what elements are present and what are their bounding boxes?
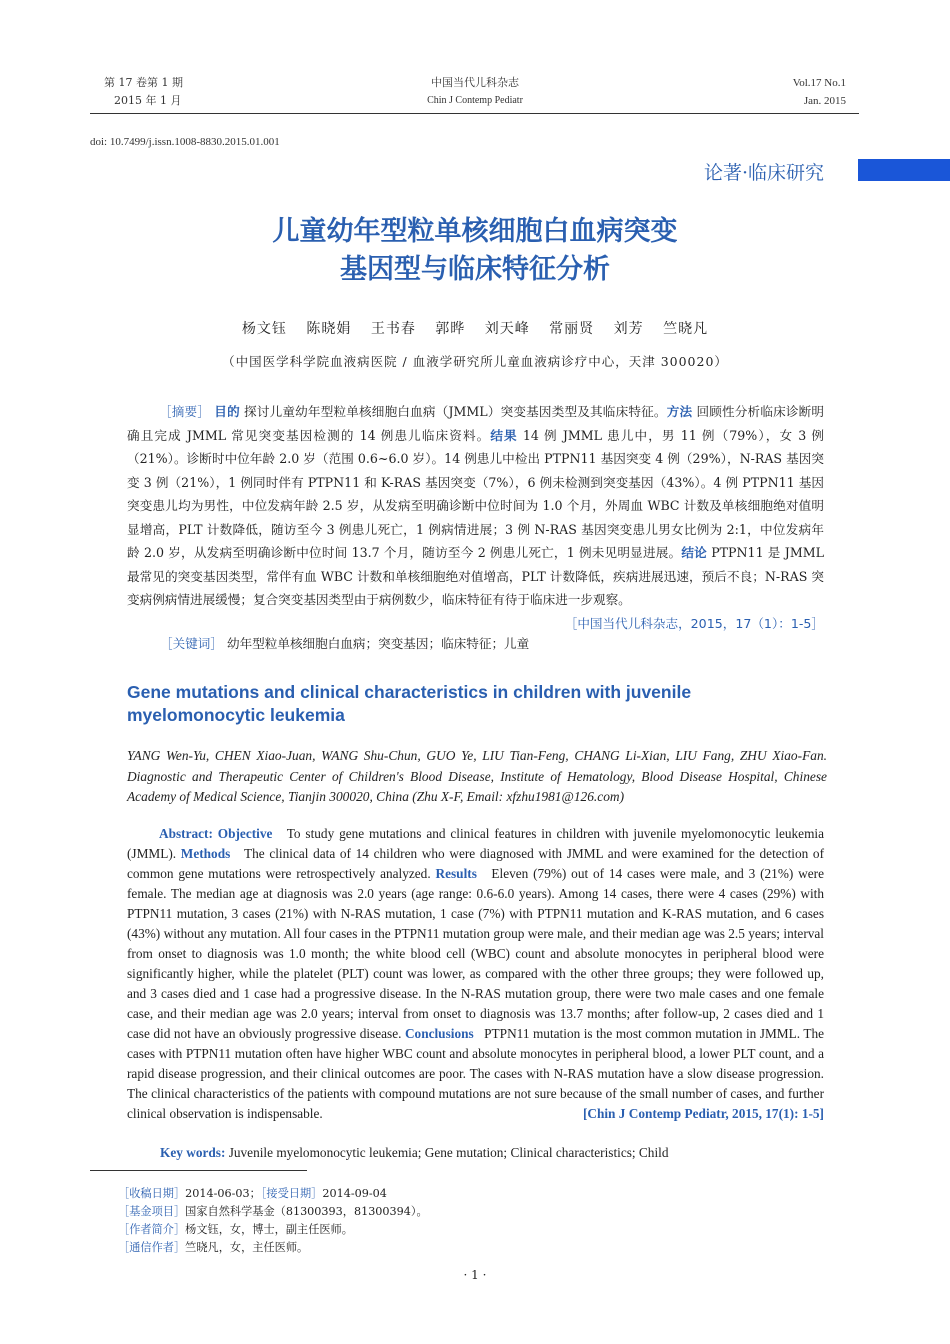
header-right [793,74,846,110]
methods-label-cn: 方法 [666,404,693,419]
accepted-date: 2014-09-04 [322,1187,387,1200]
abstract-cn-label: ［摘要］ [159,404,211,419]
footnote-fund [118,1203,428,1221]
objective-cn: 探讨儿童幼年型粒单核细胞白血病（JMML）突变基因类型及其临床特征。 [244,404,667,419]
keywords-en-label: Key words: [160,1145,226,1160]
methods-label-en: Methods [180,846,231,861]
keywords-en-text: Juvenile myelomonocytic leukemia; Gene mutation; Clinical characteristics; Child [228,1145,669,1160]
affiliation-cn: （中国医学科学院血液病医院 / 血液学研究所儿童血液病诊疗中心，天津 300020） [222,354,728,369]
conclusions-label-cn: 结论 [681,545,707,560]
fund-text: 国家自然科学基金（81300393，81300394）。 [185,1205,428,1218]
corr-text: 竺晓凡，女，主任医师。 [185,1241,309,1254]
footnote-corr [118,1239,428,1257]
title-en: Gene mutations and clinical characteristics in children with juvenile myelomonocytic leukemia [127,682,692,725]
results-en: Eleven (79%) out of 14 cases were male, and 3 (21%) were female. The median age at diagnosis was 2.0 years (age range: 0.6-6.0 years). Among 14 cases, there were 4 cases (29%) with PTPN11 mutation, 3 cases (21%) with N-RAS mutation, 1 case (7%) with PTPN11 mutation and K-RAS mutation, and 6 cases (43%) without any mutation. All four cases in the PTPN11 mutation group were male, and their median age was 2.5 years; interval from onset to diagnosis was 1.0 month; the white blood cell (WBC) count and absolute monocytes in peripheral blood were significantly higher, while the platelet (PLT) count was lower, as compared with the other three groups; they were followed up, and 3 cases died and 1 case had a progressive disease. In the N-RAS mutation group, there were two male cases and one female case, and their median age was 2.0 years; interval from onset to diagnosis was 13.7 months; after follow-up, 2 cases died and 1 case did not have an obviously progressive disease. [127,866,824,1041]
header-date-en: Jan. 2015 [803,95,846,107]
header-volume: 第 17 卷第 1 期 [104,76,183,89]
fund-label: ［基金项目］ [118,1205,186,1218]
accepted-label: ［接受日期］ [260,1187,323,1200]
author-bio-text: 杨文钰，女，博士，副主任医师。 [185,1223,353,1236]
received-label: ［收稿日期］ [118,1187,186,1200]
objective-en: To study gene mutations and clinical features in children with juvenile myelomonocytic leukemia (JMML). [127,826,825,861]
keywords-cn-text: 幼年型粒单核细胞白血病；突变基因；临床特征；儿童 [226,636,530,651]
received-date: 2014-06-03； [185,1187,261,1200]
conclusions-cn: PTPN11 是 JMML 最常见的突变基因类型，常伴有血 WBC 计数和单核细胞绝对值增高，PLT 计数降低，疾病进展迅速，预后不良；N-RAS 突变病例病情进展缓慢；复合突变基因类型由于病例数少，临床特征有待于临床进一步观察。 [127,545,824,607]
keywords-cn-label: ［关键词］ [160,636,223,651]
journal-name-en: Chin J Contemp Pediatr [427,95,523,106]
footnote-dates [118,1185,428,1203]
conclusions-en: PTPN11 mutation is the most common mutation in JMML. The cases with PTPN11 mutation often have higher WBC count and absolute monocytes in peripheral blood, a lower PLT count, and a rapid disease progression, and their clinical outcomes are poor. The cases with N-RAS mutation have a slow disease progression. The clinical characteristics of the patients with compound mutations are not sure because of the small number of cases, and further clinical observation is indispensable. [127,1026,824,1121]
objective-label-cn: 目的 [214,404,240,419]
author-bio-label: ［作者简介］ [118,1223,186,1236]
header-date: 2015 年 1 月 [114,94,182,107]
header-vol-en: Vol.17 No.1 [792,77,846,89]
doi: doi: 10.7499/j.issn.1008-8830.2015.01.001 [90,136,280,148]
abstract-en [127,824,824,1124]
citation-en: [Chin J Contemp Pediatr, 2015, 17(1): 1-5] [582,1106,824,1121]
authors-cn: 杨文钰 陈晓娟 王书春 郭晔 刘天峰 常丽贤 刘芳 竺晓凡 [241,321,709,337]
methods-en: The clinical data of 14 children who were diagnosed with JMML and were examined for the detection of common gene mutations were retrospectively analyzed. [127,846,824,881]
conclusions-label-en: Conclusions [404,1026,474,1041]
title-cn-line2: 基因型与临床特征分析 [340,254,610,285]
journal-name-cn: 中国当代儿科杂志 [431,76,519,89]
authors-en: YANG Wen-Yu, CHEN Xiao-Juan, WANG Shu-Chun, GUO Ye, LIU Tian-Feng, CHANG Li-Xian, LIU Fang, ZHU Xiao-Fan. Diagnostic and Therapeutic Center of Children's Blood Disease, Institute of Hematology, Blood Disease Hospital, Chinese Academy of Medical Science, Tianjin 300020, China (Zhu X-F, Email: xfzhu1981@126.com) [127,748,827,804]
title-cn-line1: 儿童幼年型粒单核细胞白血病突变 [272,216,678,247]
header-rule [90,113,859,114]
methods-cn: 回顾性分析临床诊断明确且完成 JMML 常见突变基因检测的 14 例患儿临床资料。 [127,404,825,443]
footnote-rule [90,1170,307,1171]
section-label: 论著·临床研究 [703,162,824,184]
footnote-author [118,1221,428,1239]
abstract-cn [127,400,824,635]
footnotes [118,1185,428,1257]
citation-cn: ［中国当代儿科杂志，2015，17（1）：1-5］ [564,615,824,631]
results-cn: 14 例 JMML 患儿中，男 11 例（79%），女 3 例（21%）。诊断时中位年龄 2.0 岁（范围 0.6~6.0 岁）。14 例患儿中检出 PTPN11 基因突变 4 例（29%），N-RAS 基因突变 3 例（21%），1 例同时伴有 PTPN11 和 K-RAS 基因突变（7%），6 例未检测到突变基因（43%）。4 例 PTPN11 基因突变患儿均为男性，中位发病年龄 2.5 岁，从发病至明确诊断中位时间为 1.0 个月，外周血 WBC 计数及单核细胞绝对值明显增高，PLT 计数降低，随访至今 3 例患儿死亡，1 例病情进展；3 例 N-RAS 基因突变患儿男女比例为 2:1，中位发病年龄 2.0 岁，从发病至明确诊断中位时间 13.7 个月，随访至今 2 例患儿死亡，1 例未见明显进展。 [127,427,824,560]
results-label-cn: 结果 [490,427,518,443]
title-cn [0,213,950,289]
keywords-cn [160,632,529,655]
page-number: · 1 · [463,1268,487,1282]
objective-label-en: Abstract: Objective [159,826,273,841]
section-bar [858,159,950,181]
corr-label: ［通信作者］ [118,1241,186,1254]
keywords-en [160,1143,669,1163]
results-label-en: Results [435,866,477,881]
